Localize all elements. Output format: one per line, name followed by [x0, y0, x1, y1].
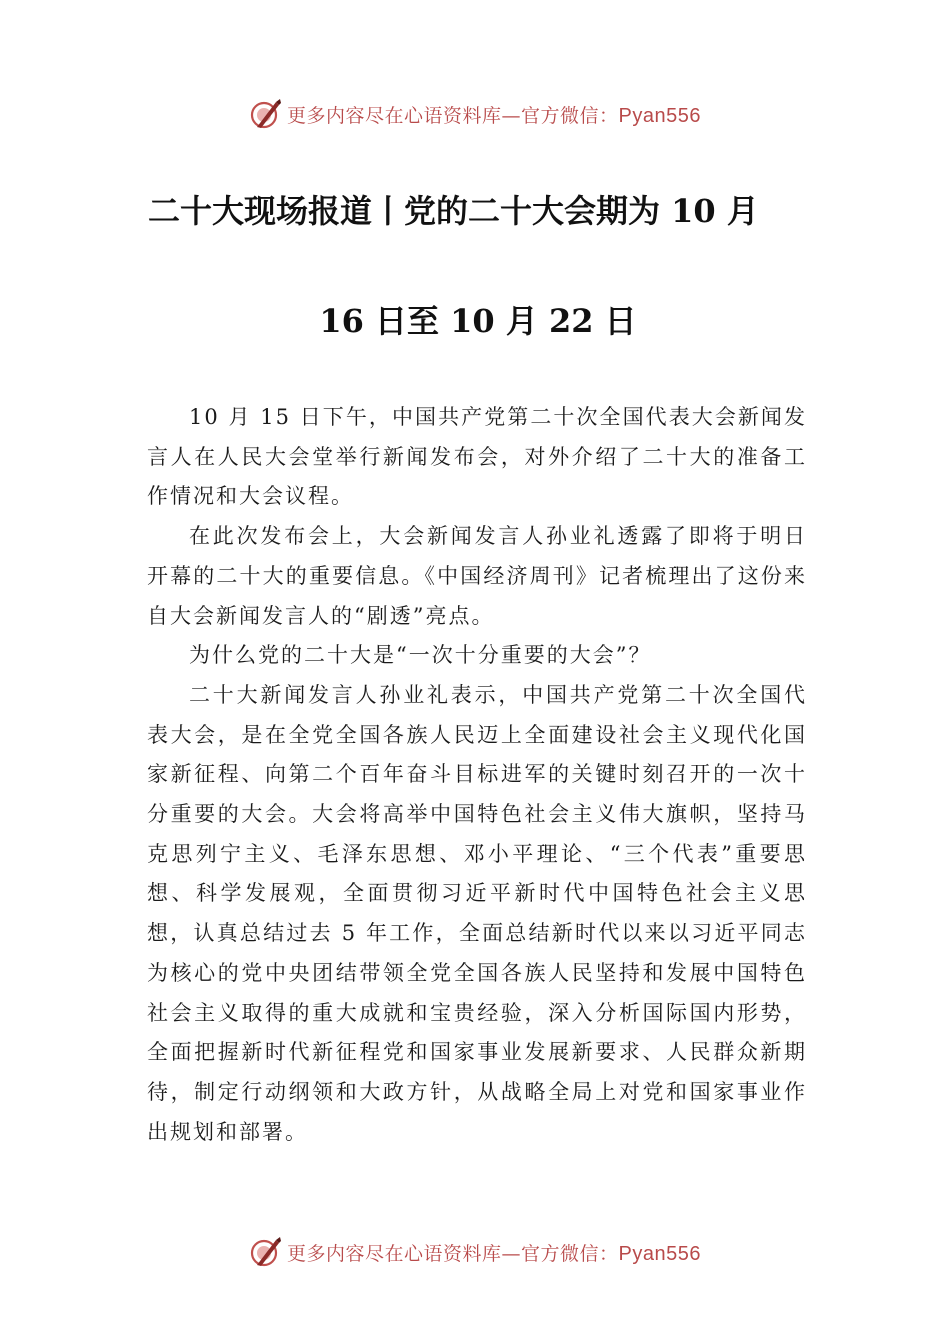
wechat-id: Pyan556 [618, 1242, 701, 1265]
paragraph: 在此次发布会上，大会新闻发言人孙业礼透露了即将于明日开幕的二十大的重要信息。《中国经济周刊》记者梳理出了这份来自大会新闻发言人的“剧透”亮点。 [147, 524, 807, 628]
document-body [147, 398, 807, 1152]
document-title-line1: 二十大现场报道丨党的二十大会期为 10 月 [148, 192, 759, 230]
header-watermark [0, 94, 950, 134]
document-title-line2: 16 日至 10 月 22 日 [319, 302, 637, 340]
pen-logo-icon [249, 97, 283, 131]
paragraph: 10 月 15 日下午，中国共产党第二十次全国代表大会新闻发言人在人民大会堂举行新闻发布会，对外介绍了二十大的准备工作情况和大会议程。 [147, 405, 807, 509]
pen-logo-icon [249, 1235, 283, 1269]
footer-watermark [0, 1232, 950, 1272]
paragraph-question: 为什么党的二十大是“一次十分重要的大会”？ [189, 643, 652, 668]
watermark-text: 更多内容尽在心语资料库—官方微信：Pyan556 [287, 1242, 701, 1265]
paragraph: 二十大新闻发言人孙业礼表示，中国共产党第二十次全国代表大会，是在全党全国各族人民迈上全面建设社会主义现代化国家新征程、向第二个百年奋斗目标进军的关键时刻召开的一次十分重要的大会。大会将高举中国特色社会主义伟大旗帜，坚持马克思列宁主义、毛泽东思想、邓小平理论、“三个代表”重要思想、科学发展观，全面贯彻习近平新时代中国特色社会主义思想，认真总结过去 5 年工作，全面总结新时代以来以习近平同志为核心的党中央团结带领全党全国各族人民坚持和发展中国特色社会主义取得的重大成就和宝贵经验，深入分析国际国内形势，全面把握新时代新征程党和国家事业发展新要求、人民群众新期待，制定行动纲领和大政方针，从战略全局上对党和国家事业作出规划和部署。 [147, 682, 807, 1144]
watermark-text: 更多内容尽在心语资料库—官方微信：Pyan556 [287, 104, 701, 127]
wechat-id: Pyan556 [618, 104, 701, 127]
